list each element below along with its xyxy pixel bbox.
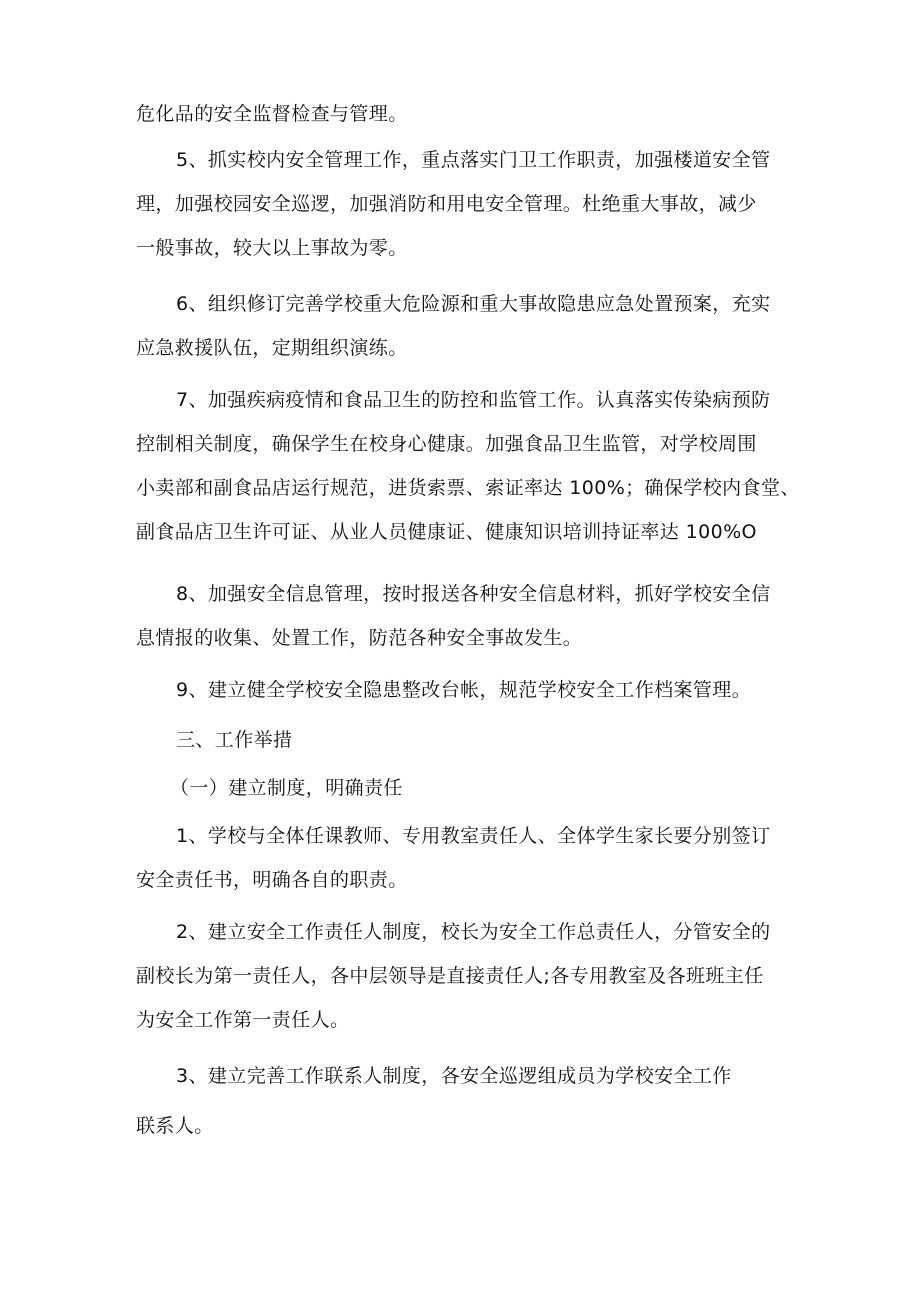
text-line: 1、学校与全体任课教师、专用教室责任人、全体学生家长要分别签订 [176,825,771,847]
text-line: 小卖部和副食品店运行规范，进货索票、索证率达 100%；确保学校内食堂、 [136,477,800,499]
text-line: 8、加强安全信息管理，按时报送各种安全信息材料，抓好学校安全信 [176,583,771,605]
text-line: 7、加强疾病疫情和食品卫生的防控和监管工作。认真落实传染病预防 [176,389,771,411]
text-line: 危化品的安全监督检查与管理。 [136,103,408,125]
paragraph-measure-1 [136,814,796,902]
subsection-heading [136,766,796,810]
paragraph-item-9 [136,668,796,712]
text-line: 应急救援队伍，定期组织演练。 [136,337,408,359]
text-line: 三、工作举措 [176,729,293,751]
text-line: （一）建立制度，明确责任 [170,777,403,799]
text-line: 2、建立安全工作责任人制度，校长为安全工作总责任人，分管安全的 [176,921,771,943]
text-line: 联系人。 [136,1115,214,1137]
paragraph-item-8 [136,572,796,660]
text-line: 控制相关制度，确保学生在校身心健康。加强食品卫生监管，对学校周围 [136,433,757,455]
paragraph-item-6 [136,282,796,370]
text-line: 副食品店卫生许可证、从业人员健康证、健康知识培训持证率达 100%O [136,521,757,543]
paragraph-measure-2 [136,910,796,1042]
text-line: 安全责任书，明确各自的职责。 [136,869,408,891]
paragraph-measure-3 [136,1054,796,1148]
text-line: 3、建立完善工作联系人制度，各安全巡逻组成员为学校安全工作 [176,1065,732,1087]
section-heading [136,718,796,762]
text-line: 一般事故，较大以上事故为零。 [136,237,408,259]
text-line: 副校长为第一责任人，各中层领导是直接责任人;各专用教室及各班班主任 [136,965,764,987]
text-line: 为安全工作第一责任人。 [136,1009,350,1031]
paragraph-item-5 [136,138,796,270]
text-line: 6、组织修订完善学校重大危险源和重大事故隐患应急处置预案，充实 [176,293,771,315]
paragraph-item-7 [136,378,800,554]
text-line: 理，加强校园安全巡逻，加强消防和用电安全管理。杜绝重大事故，减少 [136,193,757,215]
text-line: 息情报的收集、处置工作，防范各种安全事故发生。 [136,627,583,649]
text-line: 9、建立健全学校安全隐患整改台帐，规范学校安全工作档案管理。 [176,679,752,701]
paragraph-continuation [136,92,796,136]
text-line: 5、抓实校内安全管理工作，重点落实门卫工作职责，加强楼道安全管 [176,149,771,171]
